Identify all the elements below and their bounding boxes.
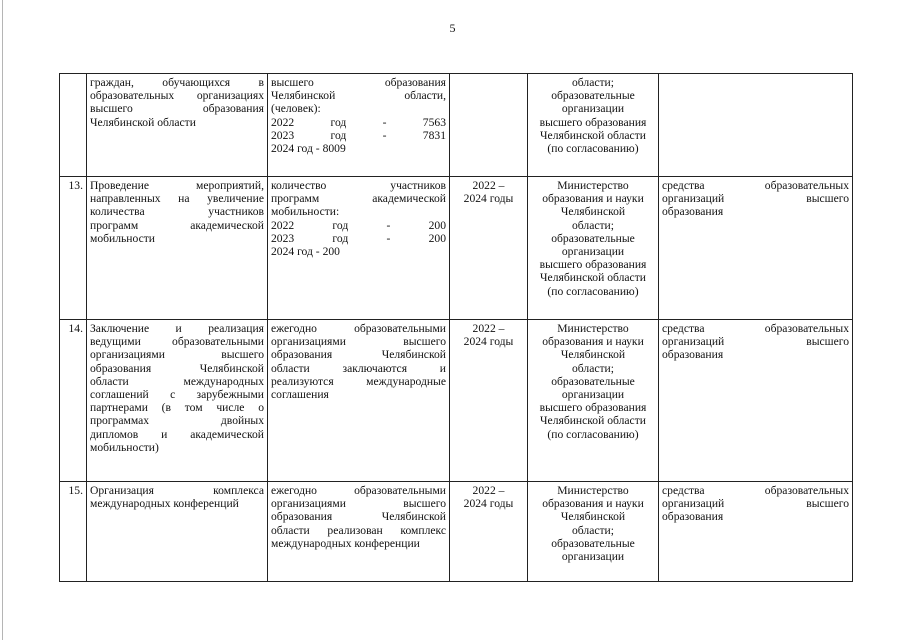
funding-cell-line: средства образовательных xyxy=(662,322,849,335)
event-cell-line: программ академической xyxy=(90,218,264,232)
event-cell-line: высшего образования xyxy=(90,102,264,116)
table-row xyxy=(60,74,853,177)
event-cell xyxy=(87,320,268,482)
responsible-cell xyxy=(528,320,659,482)
indicator-cell-line: образования Челябинской xyxy=(271,348,446,362)
responsible-cell-line: образования и науки xyxy=(542,192,644,206)
period-cell-line: 2024 годы xyxy=(463,192,514,206)
indicator-cell xyxy=(268,177,450,320)
responsible-cell-line: Челябинской xyxy=(560,510,626,524)
period-cell-line: 2022 – xyxy=(472,484,505,497)
indicator-cell-line: мобильности: xyxy=(271,205,340,219)
responsible-cell-line: Министерство xyxy=(557,179,629,192)
indicator-cell-line: соглашения xyxy=(271,388,329,402)
event-cell-line: ведущими образовательными xyxy=(90,335,264,349)
responsible-cell-line: организации xyxy=(561,245,625,259)
responsible-cell-line: образовательные xyxy=(551,89,635,103)
responsible-cell-line: образовательные xyxy=(551,374,635,388)
responsible-cell-line: Челябинской xyxy=(560,348,626,362)
row-number: 13. xyxy=(60,177,87,320)
funding-cell-line: образования xyxy=(662,510,724,524)
indicator-cell-line: 2024 год - 8009 xyxy=(271,142,346,156)
responsible-cell-line: (по согласованию) xyxy=(547,427,639,441)
page-left-edge xyxy=(2,0,3,640)
responsible-cell-line: образования и науки xyxy=(542,497,644,511)
responsible-cell xyxy=(528,482,659,582)
indicator-cell-line: 2024 год - 200 xyxy=(271,245,340,259)
funding-cell-line: средства образовательных xyxy=(662,484,849,497)
funding-cell-line: организаций высшего xyxy=(662,497,849,511)
indicator-cell-line: количество участников xyxy=(271,179,446,192)
event-cell xyxy=(87,74,268,177)
event-cell-line: организациями высшего xyxy=(90,348,264,362)
indicator-cell-line: образования Челябинской xyxy=(271,510,446,524)
event-cell-line: Проведение мероприятий, xyxy=(90,179,264,192)
indicator-cell-line: международных конференции xyxy=(271,536,420,550)
table-body xyxy=(60,74,853,582)
event-cell xyxy=(87,482,268,582)
period-cell-line: 2024 годы xyxy=(463,335,514,349)
table-row xyxy=(60,320,853,482)
indicator-cell-line: ежегодно образовательными xyxy=(271,484,446,497)
responsible-cell-line: области; xyxy=(572,361,614,375)
indicator-cell xyxy=(268,320,450,482)
event-cell-line: международных конференций xyxy=(90,497,239,511)
plan-table xyxy=(59,73,853,582)
indicator-cell-line: организациями высшего xyxy=(271,335,446,349)
event-cell xyxy=(87,177,268,320)
event-cell-line: количества участников xyxy=(90,205,264,219)
indicator-cell-line: области реализован комплекс xyxy=(271,523,446,537)
funding-cell-line: организаций высшего xyxy=(662,335,849,349)
responsible-cell-line: высшего образования xyxy=(539,401,647,415)
period-cell xyxy=(450,482,528,582)
event-cell-line: Челябинской области xyxy=(90,115,196,129)
responsible-cell-line: (по согласованию) xyxy=(547,284,639,298)
period-cell xyxy=(450,320,528,482)
funding-cell-line: организаций высшего xyxy=(662,192,849,206)
responsible-cell-line: Челябинской области xyxy=(540,414,646,428)
indicator-cell-line: области заключаются и xyxy=(271,361,446,375)
responsible-cell-line: области; xyxy=(572,218,614,232)
indicator-cell-line: Челябинской области, xyxy=(271,89,446,103)
indicator-cell-line: 2023 год - 7831 xyxy=(271,128,446,142)
period-cell-line: 2022 – xyxy=(472,179,505,192)
responsible-cell-line: Министерство xyxy=(557,484,629,497)
page-number: 5 xyxy=(449,21,456,35)
event-cell-line: образования Челябинской xyxy=(90,361,264,375)
indicator-cell xyxy=(268,74,450,177)
indicator-cell-line: 2023 год - 200 xyxy=(271,231,446,245)
indicator-cell-line: программ академической xyxy=(271,192,446,206)
period-cell xyxy=(450,74,528,177)
table-row xyxy=(60,482,853,582)
event-cell-line: граждан, обучающихся в xyxy=(90,76,264,89)
period-cell xyxy=(450,177,528,320)
row-number: 15. xyxy=(60,482,87,582)
funding-cell xyxy=(659,74,853,177)
row-number: 14. xyxy=(60,320,87,482)
event-cell-line: области международных xyxy=(90,374,264,388)
funding-cell xyxy=(659,177,853,320)
funding-cell xyxy=(659,320,853,482)
event-cell-line: Организация комплекса xyxy=(90,484,264,497)
period-cell-line: 2024 годы xyxy=(463,497,514,511)
event-cell-line: программах двойных xyxy=(90,414,264,428)
responsible-cell xyxy=(528,177,659,320)
responsible-cell-line: организации xyxy=(561,388,625,402)
responsible-cell-line: Челябинской области xyxy=(540,128,646,142)
responsible-cell-line: образовательные xyxy=(551,231,635,245)
funding-cell-line: образования xyxy=(662,348,724,362)
responsible-cell-line: Челябинской области xyxy=(540,271,646,285)
responsible-cell-line: образовательные xyxy=(551,536,635,550)
responsible-cell-line: высшего образования xyxy=(539,115,647,129)
funding-cell xyxy=(659,482,853,582)
responsible-cell xyxy=(528,74,659,177)
funding-cell-line: средства образовательных xyxy=(662,179,849,192)
responsible-cell-line: (по согласованию) xyxy=(547,142,639,156)
responsible-cell-line: организации xyxy=(561,550,625,564)
indicator-cell xyxy=(268,482,450,582)
table-row xyxy=(60,177,853,320)
event-cell-line: образовательных организациях xyxy=(90,89,264,103)
event-cell-line: дипломов и академической xyxy=(90,427,264,441)
funding-cell-line: образования xyxy=(662,205,724,219)
event-cell-line: Заключение и реализация xyxy=(90,322,264,335)
indicator-cell-line: ежегодно образовательными xyxy=(271,322,446,335)
responsible-cell-line: высшего образования xyxy=(539,258,647,272)
indicator-cell-line: 2022 год - 7563 xyxy=(271,115,446,129)
event-cell-line: соглашений с зарубежными xyxy=(90,388,264,402)
row-number xyxy=(60,74,87,177)
responsible-cell-line: области; xyxy=(572,76,614,89)
event-cell-line: партнерами (в том числе о xyxy=(90,401,264,415)
indicator-cell-line: высшего образования xyxy=(271,76,446,89)
responsible-cell-line: образования и науки xyxy=(542,335,644,349)
event-cell-line: направленных на увеличение xyxy=(90,192,264,206)
responsible-cell-line: Челябинской xyxy=(560,205,626,219)
indicator-cell-line: (человек): xyxy=(271,102,321,116)
responsible-cell-line: Министерство xyxy=(557,322,629,335)
responsible-cell-line: области; xyxy=(572,523,614,537)
period-cell-line: 2022 – xyxy=(472,322,505,335)
event-cell-line: мобильности xyxy=(90,231,156,245)
indicator-cell-line: организациями высшего xyxy=(271,497,446,511)
indicator-cell-line: 2022 год - 200 xyxy=(271,218,446,232)
indicator-cell-line: реализуются международные xyxy=(271,374,446,388)
responsible-cell-line: организации xyxy=(561,102,625,116)
event-cell-line: мобильности) xyxy=(90,440,159,454)
